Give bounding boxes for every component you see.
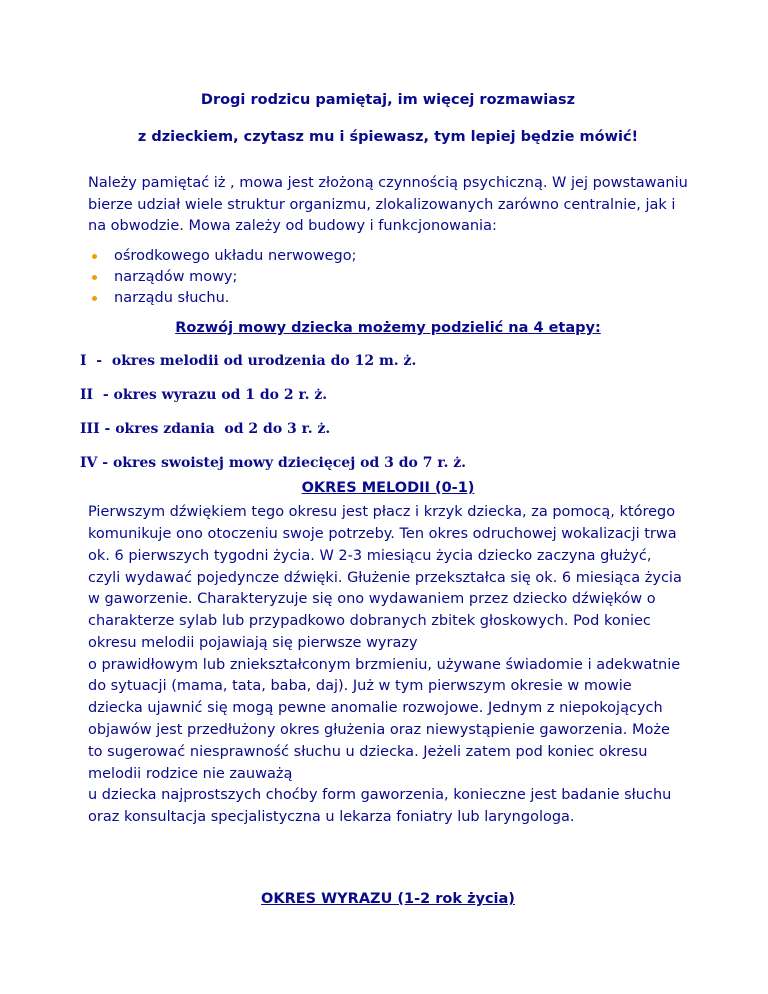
melody-paragraph-3: u dziecka najprostszych choćby form gaworzenia, konieczne jest badanie słuchu oraz konsultacja specjalistyczna u lekarza foniatry lub laryngologa. [88,787,672,826]
heading-line-1: Drogi rodzicu pamiętaj, im więcej rozmawiasz [200,92,576,108]
intro-paragraph: Należy pamiętać iż , mowa jest złożoną czynnością psychiczną. W jej powstawaniu bierze udział wiele struktur organizmu, zlokalizowanych zarówno centralnie, jak i na obwodzie. Mowa zależy od budowy i funkcjonowania: [88,175,688,235]
list-item-text: narządów mowy; [114,269,238,286]
list-item [88,288,688,309]
document-page [80,90,688,909]
stage-line: IV - okres swoistej mowy dziecięcej od 3 do 7 r. ż. [80,455,467,472]
list-item [88,246,688,267]
bullet-list [88,246,688,309]
bullet-icon [92,254,97,259]
list-item-text: ośrodkowego układu nerwowego; [114,248,357,265]
heading-line-2: z dzieckiem, czytasz mu i śpiewasz, tym lepiej będzie mówić! [137,129,639,145]
wyrazu-section-title: OKRES WYRAZU (1-2 rok życia) [261,891,515,908]
bullet-icon [92,275,97,280]
stages-title: Rozwój mowy dziecka możemy podzielić na 4 etapy: [175,320,601,337]
stage-line: III - okres zdania od 2 do 3 r. ż. [80,421,331,438]
list-item [88,267,688,288]
melody-paragraph-1: Pierwszym dźwiękiem tego okresu jest płacz i krzyk dziecka, za pomocą, którego komunikuje ono otoczeniu swoje potrzeby. Ten okres odruchowej wokalizacji trwa ok. 6 pierwszych tygodni życia. W 2-3 miesiącu życia dziecko zaczyna głużyć, czyli wydawać pojedyncze dźwięki. Głużenie przekształca się ok. 6 miesiąca życia w gaworzenie. Charakteryzuje się ono wydawaniem przez dziecko dźwięków o charakterze sylab lub przypadkowo dobranych zbitek głoskowych. Pod koniec okresu melodii pojawiają się pierwsze wyrazy [88,504,682,651]
stage-line: I - okres melodii od urodzenia do 12 m. ż. [80,353,417,370]
melody-section-title: OKRES MELODII (0-1) [301,480,475,497]
bullet-icon [92,296,97,301]
melody-paragraph-2: o prawidłowym lub zniekształconym brzmieniu, używane świadomie i adekwatnie do sytuacji (mama, tata, baba, daj). Już w tym pierwszym okresie w mowie dziecka ujawnić się mogą pewne anomalie rozwojowe. Jednym z niepokojących objawów jest przedłużony okres głużenia oraz niewystąpienie gaworzenia. Może to sugerować niesprawność słuchu u dziecka. Jeżeli zatem pod koniec okresu melodii rodzice nie zauważą [88,656,681,782]
list-item-text: narządu słuchu. [114,290,230,307]
stage-line: II - okres wyrazu od 1 do 2 r. ż. [80,387,328,404]
